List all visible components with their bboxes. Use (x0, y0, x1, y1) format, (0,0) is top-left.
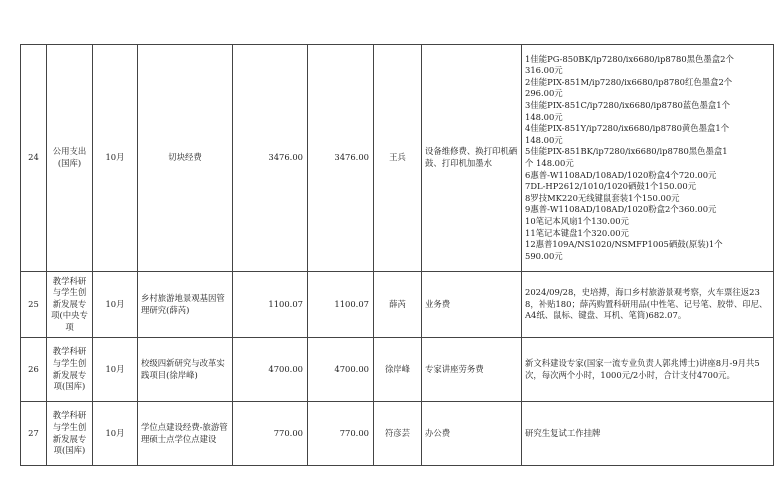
row-number: 27 (21, 402, 47, 466)
person-name: 符彦芸 (374, 402, 422, 466)
amount-budget: 1100.07 (233, 272, 308, 338)
expense-category: 设备维修费、换打印机硒鼓、打印机加墨水 (422, 45, 522, 272)
expense-category: 办公费 (422, 402, 522, 466)
amount-budget: 3476.00 (233, 45, 308, 272)
month: 10月 (93, 338, 138, 402)
table-row (21, 338, 774, 402)
project-name: 切块经费 (138, 45, 233, 272)
amount-paid: 4700.00 (308, 338, 374, 402)
detail-line: 3佳能PIX-851C/ip7280/ix6680/ip8780蓝色墨盒1个 (525, 100, 730, 111)
amount-paid: 1100.07 (308, 272, 374, 338)
amount-paid: 3476.00 (308, 45, 374, 272)
person-name: 王兵 (374, 45, 422, 272)
person-name: 薛芮 (374, 272, 422, 338)
project-name: 校级四新研究与改革实践项目(徐岸峰) (138, 338, 233, 402)
fund-source: 教学科研与学生创新发展专项(国库) (47, 402, 93, 466)
detail-line: 148.00元 (525, 134, 563, 145)
expense-detail (522, 272, 774, 338)
project-name: 学位点建设经费-旅游管理硕士点学位点建设 (138, 402, 233, 466)
detail-line: 7DL-HP2612/1010/1020硒鼓1个150.00元 (525, 181, 697, 192)
detail-text: 新文科建设专家(国家一流专业负责人郭兆博士)讲座8月-9月共5次，每次两个小时，1000元/2小时，合计支付4700元。 (525, 357, 760, 380)
fund-source: 教学科研与学生创新发展专项(国库) (47, 338, 93, 402)
project-name: 乡村旅游地景观基因管理研究(薛芮) (138, 272, 233, 338)
expense-detail (522, 45, 774, 272)
detail-line: 316.00元 (525, 65, 563, 76)
detail-line: 4佳能PIX-851Y/ip7280/ix6680/ip8780黄色墨盒1个 (525, 123, 730, 134)
fund-source: 教学科研与学生创新发展专项(中央专项 (47, 272, 93, 338)
fund-source: 公用支出(国库) (47, 45, 93, 272)
detail-text: 研究生复试工作挂牌 (525, 427, 601, 438)
detail-line: 2佳能PIX-851M/ip7280/ix6680/ip8780红色墨盒2个 (525, 76, 733, 87)
expense-detail (522, 338, 774, 402)
month: 10月 (93, 402, 138, 466)
detail-line: 11笔记本键盘1个320.00元 (525, 227, 629, 238)
amount-paid: 770.00 (308, 402, 374, 466)
table-row (21, 402, 774, 466)
detail-text: 2024/09/28，史培搏，海口乡村旅游景观考察，火车票往返238，补贴180；薛芮购置科研用品(中性笔、记号笔、胶带、印尼、A4纸、鼠标、键盘、耳机、笔筒)682.07。 (525, 287, 768, 321)
row-number: 25 (21, 272, 47, 338)
detail-line: 5佳能PIX-851BK/ip7280/ix6680/ip8780黑色墨盒1 (525, 146, 728, 157)
month: 10月 (93, 45, 138, 272)
detail-line: 9惠普-W1108AD/108AD/1020粉盒2个360.00元 (525, 204, 717, 215)
detail-line: 148.00元 (525, 111, 563, 122)
detail-line: 590.00元 (525, 250, 563, 261)
person-name: 徐岸峰 (374, 338, 422, 402)
month: 10月 (93, 272, 138, 338)
expense-category: 业务费 (422, 272, 522, 338)
detail-line: 12惠普109A/NS1020/NSMFP1005硒鼓(原装)1个 (525, 239, 723, 250)
expense-detail (522, 402, 774, 466)
detail-line: 6惠普-W1108AD/108AD/1020粉盒4个720.00元 (525, 169, 717, 180)
amount-budget: 4700.00 (233, 338, 308, 402)
detail-line: 1佳能PG-850BK/ip7280/ix6680/ip8780黑色墨盒2个 (525, 53, 734, 64)
detail-line: 10笔记本风扇1个130.00元 (525, 215, 629, 226)
detail-line: 8罗技MK220无线键鼠套装1个150.00元 (525, 192, 680, 203)
row-number: 26 (21, 338, 47, 402)
expense-table (20, 44, 774, 466)
table-row (21, 272, 774, 338)
row-number: 24 (21, 45, 47, 272)
table-row (21, 45, 774, 272)
expense-category: 专家讲座劳务费 (422, 338, 522, 402)
detail-line: 个 148.00元 (525, 158, 574, 168)
amount-budget: 770.00 (233, 402, 308, 466)
detail-line: 296.00元 (525, 88, 563, 99)
